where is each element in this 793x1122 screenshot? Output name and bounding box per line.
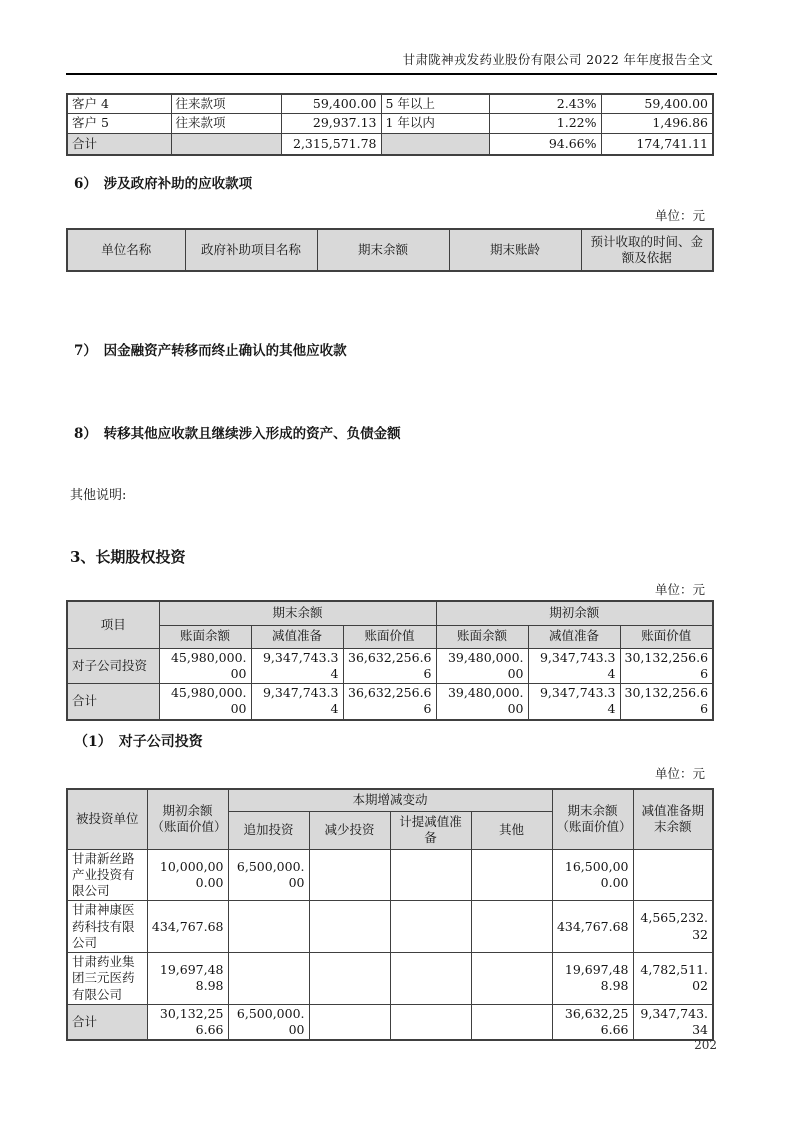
table-cell: 1 年以内 bbox=[381, 114, 489, 133]
table-cell: 59,400.00 bbox=[281, 94, 381, 114]
table-cell bbox=[228, 901, 309, 953]
table-cell: 4,782,511.02 bbox=[633, 953, 713, 1005]
subsidiary-investment-table bbox=[66, 788, 714, 1041]
report-header-title: 甘肃陇神戎发药业股份有限公司 2022 年年度报告全文 bbox=[402, 52, 713, 67]
section-8-heading: 8） 转移其他应收款且继续涉入形成的资产、负债金额 bbox=[74, 426, 401, 442]
table-cell bbox=[633, 849, 713, 901]
table-cell: 客户 5 bbox=[67, 114, 171, 133]
row-label: 对子公司投资 bbox=[67, 648, 159, 684]
row-label: 甘肃药业集团三元医药有限公司 bbox=[67, 953, 147, 1005]
row-label: 甘肃新丝路产业投资有限公司 bbox=[67, 849, 147, 901]
table-cell: 9,347,743.34 bbox=[528, 684, 620, 720]
column-header: 计提减值准备 bbox=[390, 811, 471, 849]
table-cell bbox=[471, 901, 552, 953]
table-cell: 45,980,000.00 bbox=[159, 684, 251, 720]
table-cell: 2,315,571.78 bbox=[281, 133, 381, 155]
column-header: 期初余额（账面价值） bbox=[147, 789, 228, 849]
column-header: 账面价值 bbox=[343, 625, 436, 648]
column-header: 期末余额 bbox=[317, 229, 449, 271]
column-header: 单位名称 bbox=[67, 229, 185, 271]
table-cell: 19,697,488.98 bbox=[552, 953, 633, 1005]
table-cell: 30,132,256.66 bbox=[147, 1004, 228, 1040]
table-cell: 30,132,256.66 bbox=[620, 684, 713, 720]
section-6-heading: 6） 涉及政府补助的应收款项 bbox=[74, 176, 253, 192]
table-row bbox=[67, 114, 713, 133]
table-row bbox=[67, 953, 713, 1005]
table-cell: 6,500,000.00 bbox=[228, 849, 309, 901]
unit-label: 单位：元 bbox=[654, 766, 705, 781]
table-cell: 1.22% bbox=[489, 114, 601, 133]
table-cell: 36,632,256.66 bbox=[552, 1004, 633, 1040]
column-header: 减值准备 bbox=[251, 625, 343, 648]
table-cell bbox=[471, 953, 552, 1005]
table-total-row bbox=[67, 1004, 713, 1040]
table-cell: 16,500,000.00 bbox=[552, 849, 633, 901]
column-header: 减少投资 bbox=[309, 811, 390, 849]
table-total-row bbox=[67, 684, 713, 720]
section-3-heading: 3、长期股权投资 bbox=[70, 548, 186, 566]
table-cell bbox=[471, 849, 552, 901]
other-note: 其他说明: bbox=[70, 488, 127, 503]
column-group-header: 期末余额 bbox=[159, 601, 436, 625]
table-cell: 19,697,488.98 bbox=[147, 953, 228, 1005]
unit-label: 单位：元 bbox=[654, 582, 705, 597]
row-label: 合计 bbox=[67, 1004, 147, 1040]
table-cell: 30,132,256.66 bbox=[620, 648, 713, 684]
table-total-row bbox=[67, 133, 713, 155]
table-header-row bbox=[67, 625, 713, 648]
table-cell: 29,937.13 bbox=[281, 114, 381, 133]
table-cell bbox=[309, 1004, 390, 1040]
header-divider bbox=[66, 73, 717, 75]
table-cell bbox=[390, 849, 471, 901]
table-cell: 9,347,743.34 bbox=[528, 648, 620, 684]
table-cell bbox=[390, 901, 471, 953]
section-7-heading: 7） 因金融资产转移而终止确认的其他应收款 bbox=[74, 343, 347, 359]
column-header: 追加投资 bbox=[228, 811, 309, 849]
table-cell: 6,500,000.00 bbox=[228, 1004, 309, 1040]
table-cell: 客户 4 bbox=[67, 94, 171, 114]
receivables-aging-table bbox=[66, 93, 714, 156]
column-group-header: 本期增减变动 bbox=[228, 789, 552, 811]
table-cell: 9,347,743.34 bbox=[251, 684, 343, 720]
table-cell: 39,480,000.00 bbox=[436, 684, 528, 720]
table-cell bbox=[309, 953, 390, 1005]
table-cell: 4,565,232.32 bbox=[633, 901, 713, 953]
table-cell: 2.43% bbox=[489, 94, 601, 114]
column-header: 账面余额 bbox=[436, 625, 528, 648]
table-cell: 9,347,743.34 bbox=[633, 1004, 713, 1040]
table-cell: 39,480,000.00 bbox=[436, 648, 528, 684]
column-header: 减值准备期末余额 bbox=[633, 789, 713, 849]
column-header: 账面价值 bbox=[620, 625, 713, 648]
table-cell: 1,496.86 bbox=[601, 114, 713, 133]
table-cell: 往来款项 bbox=[171, 94, 281, 114]
table-cell bbox=[381, 133, 489, 155]
table-cell bbox=[471, 1004, 552, 1040]
table-cell: 59,400.00 bbox=[601, 94, 713, 114]
table-cell: 5 年以上 bbox=[381, 94, 489, 114]
table-cell bbox=[171, 133, 281, 155]
row-label: 合计 bbox=[67, 684, 159, 720]
table-cell bbox=[228, 953, 309, 1005]
column-header: 项目 bbox=[67, 601, 159, 648]
table-cell: 36,632,256.66 bbox=[343, 648, 436, 684]
column-header: 被投资单位 bbox=[67, 789, 147, 849]
table-cell: 10,000,000.00 bbox=[147, 849, 228, 901]
table-cell: 合计 bbox=[67, 133, 171, 155]
unit-label: 单位：元 bbox=[654, 208, 705, 223]
table-cell: 9,347,743.34 bbox=[251, 648, 343, 684]
column-header: 期末账龄 bbox=[449, 229, 581, 271]
table-header-row bbox=[67, 601, 713, 625]
column-header: 期末余额（账面价值） bbox=[552, 789, 633, 849]
table-cell: 36,632,256.66 bbox=[343, 684, 436, 720]
table-cell: 往来款项 bbox=[171, 114, 281, 133]
table-header-row bbox=[67, 229, 713, 271]
table-row bbox=[67, 94, 713, 114]
table-cell: 434,767.68 bbox=[552, 901, 633, 953]
table-row bbox=[67, 648, 713, 684]
table-cell: 434,767.68 bbox=[147, 901, 228, 953]
table-row bbox=[67, 901, 713, 953]
column-header: 减值准备 bbox=[528, 625, 620, 648]
table-cell bbox=[309, 901, 390, 953]
column-header: 账面余额 bbox=[159, 625, 251, 648]
gov-subsidy-table bbox=[66, 228, 714, 272]
table-header-row bbox=[67, 789, 713, 811]
table-cell: 94.66% bbox=[489, 133, 601, 155]
table-row bbox=[67, 849, 713, 901]
long-term-equity-table bbox=[66, 600, 714, 721]
column-header: 其他 bbox=[471, 811, 552, 849]
table-cell: 174,741.11 bbox=[601, 133, 713, 155]
table-cell bbox=[309, 849, 390, 901]
column-header: 政府补助项目名称 bbox=[185, 229, 317, 271]
table-cell: 45,980,000.00 bbox=[159, 648, 251, 684]
table-cell bbox=[390, 953, 471, 1005]
table-cell bbox=[390, 1004, 471, 1040]
page-number: 202 bbox=[694, 1038, 717, 1052]
section-3-1-heading: （1） 对子公司投资 bbox=[74, 734, 203, 750]
column-group-header: 期初余额 bbox=[436, 601, 713, 625]
column-header: 预计收取的时间、金额及依据 bbox=[581, 229, 713, 271]
row-label: 甘肃神康医药科技有限公司 bbox=[67, 901, 147, 953]
